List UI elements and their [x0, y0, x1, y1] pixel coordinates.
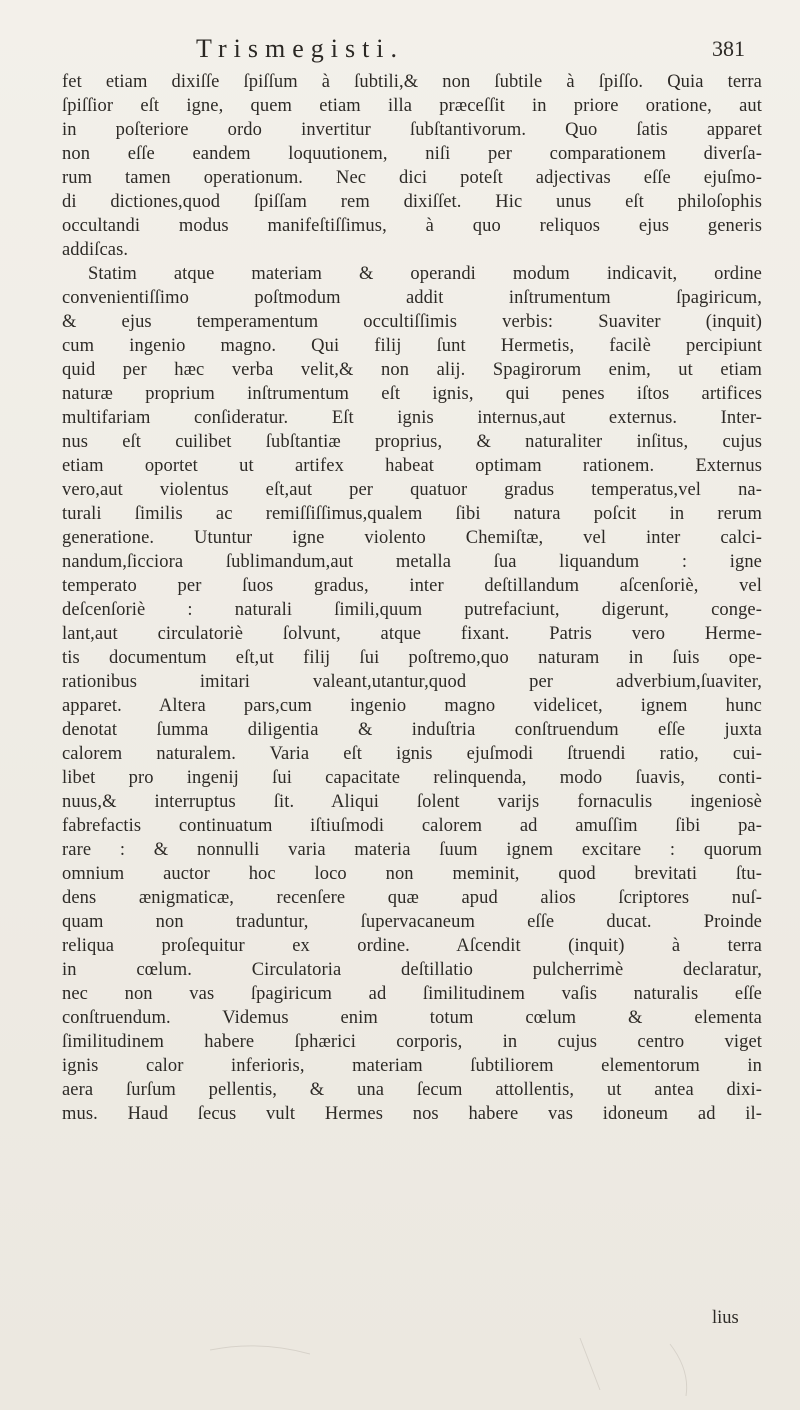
text-line: aera ſurſum pellentis, & una ſecum attollentis, ut antea dixi- — [62, 1080, 762, 1100]
text-line: rare : & nonnulli varia materia ſuum ignem excitare : quorum — [62, 840, 762, 860]
text-line: generatione. Utuntur igne violento Chemiſtæ, vel inter calci- — [62, 528, 762, 548]
text-line: & ejus temperamentum occultiſſimis verbis: Suaviter (inquit) — [62, 312, 762, 332]
text-line: non eſſe eandem loquutionem, niſi per comparationem diverſa- — [62, 144, 762, 164]
text-line: nandum,ſicciora ſublimandum,aut metalla ſua liquandum : igne — [62, 552, 762, 572]
text-line: naturæ proprium inſtrumentum eſt ignis, qui penes iſtos artifices — [62, 384, 762, 404]
text-line: nuus,& interruptus ſit. Aliqui ſolent varijs fornaculis ingeniosè — [62, 792, 762, 812]
body-text — [62, 70, 762, 1126]
text-line: in cœlum. Circulatoria deſtillatio pulcherrimè declaratur, — [62, 960, 762, 980]
text-line: mus. Haud ſecus vult Hermes nos habere vas idoneum ad il- — [62, 1104, 762, 1124]
catchword: lius — [712, 1308, 739, 1328]
text-line: in poſteriore ordo invertitur ſubſtantivorum. Quo ſatis apparet — [62, 120, 762, 140]
text-line: libet pro ingenij ſui capacitate relinquenda, modo ſuavis, conti- — [62, 768, 762, 788]
text-line: occultandi modus manifeſtiſſimus, à quo reliquos ejus generis — [62, 216, 762, 236]
text-line: apparet. Altera pars,cum ingenio magno videlicet, ignem hunc — [62, 696, 762, 716]
text-line: multifariam conſideratur. Eſt ignis internus,aut externus. Inter- — [62, 408, 762, 428]
text-line: nec non vas ſpagiricum ad ſimilitudinem vaſis naturalis eſſe — [62, 984, 762, 1004]
text-line: temperato per ſuos gradus, inter deſtillandum aſcenſoriè, vel — [62, 576, 762, 596]
text-line: ignis calor inferioris, materiam ſubtiliorem elementorum in — [62, 1056, 762, 1076]
text-line: omnium auctor hoc loco non meminit, quod brevitati ſtu- — [62, 864, 762, 884]
text-line: cum ingenio magno. Qui filij ſunt Hermetis, facilè percipiunt — [62, 336, 762, 356]
text-line: reliqua proſequitur ex ordine. Aſcendit (inquit) à terra — [62, 936, 762, 956]
text-line: deſcenſoriè : naturali ſimili,quum putrefaciunt, digerunt, conge- — [62, 600, 762, 620]
text-line: tis documentum eſt,ut filij ſui poſtremo,quo naturam in ſuis ope- — [62, 648, 762, 668]
text-line: etiam oportet ut artifex habeat optimam rationem. Externus — [62, 456, 762, 476]
text-line: vero,aut violentus eſt,aut per quatuor gradus temperatus,vel na- — [62, 480, 762, 500]
text-line: rum tamen operationum. Nec dici poteſt adjectivas eſſe ejuſmo- — [62, 168, 762, 188]
text-line: di dictiones,quod ſpiſſam rem dixiſſet. Hic unus eſt philoſophis — [62, 192, 762, 212]
page-number: 381 — [712, 36, 745, 61]
text-line: denotat ſumma diligentia & induſtria conſtruendum eſſe juxta — [62, 720, 762, 740]
text-line: fet etiam dixiſſe ſpiſſum à ſubtili,& non ſubtile à ſpiſſo. Quia terra — [62, 72, 762, 92]
text-line: nus eſt cuilibet ſubſtantiæ proprius, & naturaliter inſitus, cujus — [62, 432, 762, 452]
text-line: quid per hæc verba velit,& non alij. Spagirorum enim, ut etiam — [62, 360, 762, 380]
text-line: ſimilitudinem habere ſphærici corporis, in cujus centro viget — [62, 1032, 762, 1052]
running-title: Trismegisti. — [196, 34, 405, 63]
text-line: quam non traduntur, ſupervacaneum eſſe ducat. Proinde — [62, 912, 762, 932]
show-through-marks — [200, 1330, 720, 1400]
text-line: addiſcas. — [62, 240, 129, 260]
paragraph-start: Statim atque materiam & operandi modum indicavit, ordine — [88, 264, 762, 284]
text-line: convenientiſſimo poſtmodum addit inſtrumentum ſpagiricum, — [62, 288, 762, 308]
text-line: conſtruendum. Videmus enim totum cœlum & elementa — [62, 1008, 762, 1028]
text-line: turali ſimilis ac remiſſiſſimus,qualem ſibi natura poſcit in rerum — [62, 504, 762, 524]
text-line: lant,aut circulatoriè ſolvunt, atque fixant. Patris vero Herme- — [62, 624, 762, 644]
running-head — [0, 34, 800, 68]
text-line: dens ænigmaticæ, recenſere quæ apud alios ſcriptores nuſ- — [62, 888, 762, 908]
text-line: ſpiſſior eſt igne, quem etiam illa præceſſit in priore oratione, aut — [62, 96, 762, 116]
text-line: rationibus imitari valeant,utantur,quod per adverbium,ſuaviter, — [62, 672, 762, 692]
text-line: calorem naturalem. Varia eſt ignis ejuſmodi ſtruendi ratio, cui- — [62, 744, 762, 764]
text-line: fabrefactis continuatum iſtiuſmodi calorem ad amuſſim ſibi pa- — [62, 816, 762, 836]
